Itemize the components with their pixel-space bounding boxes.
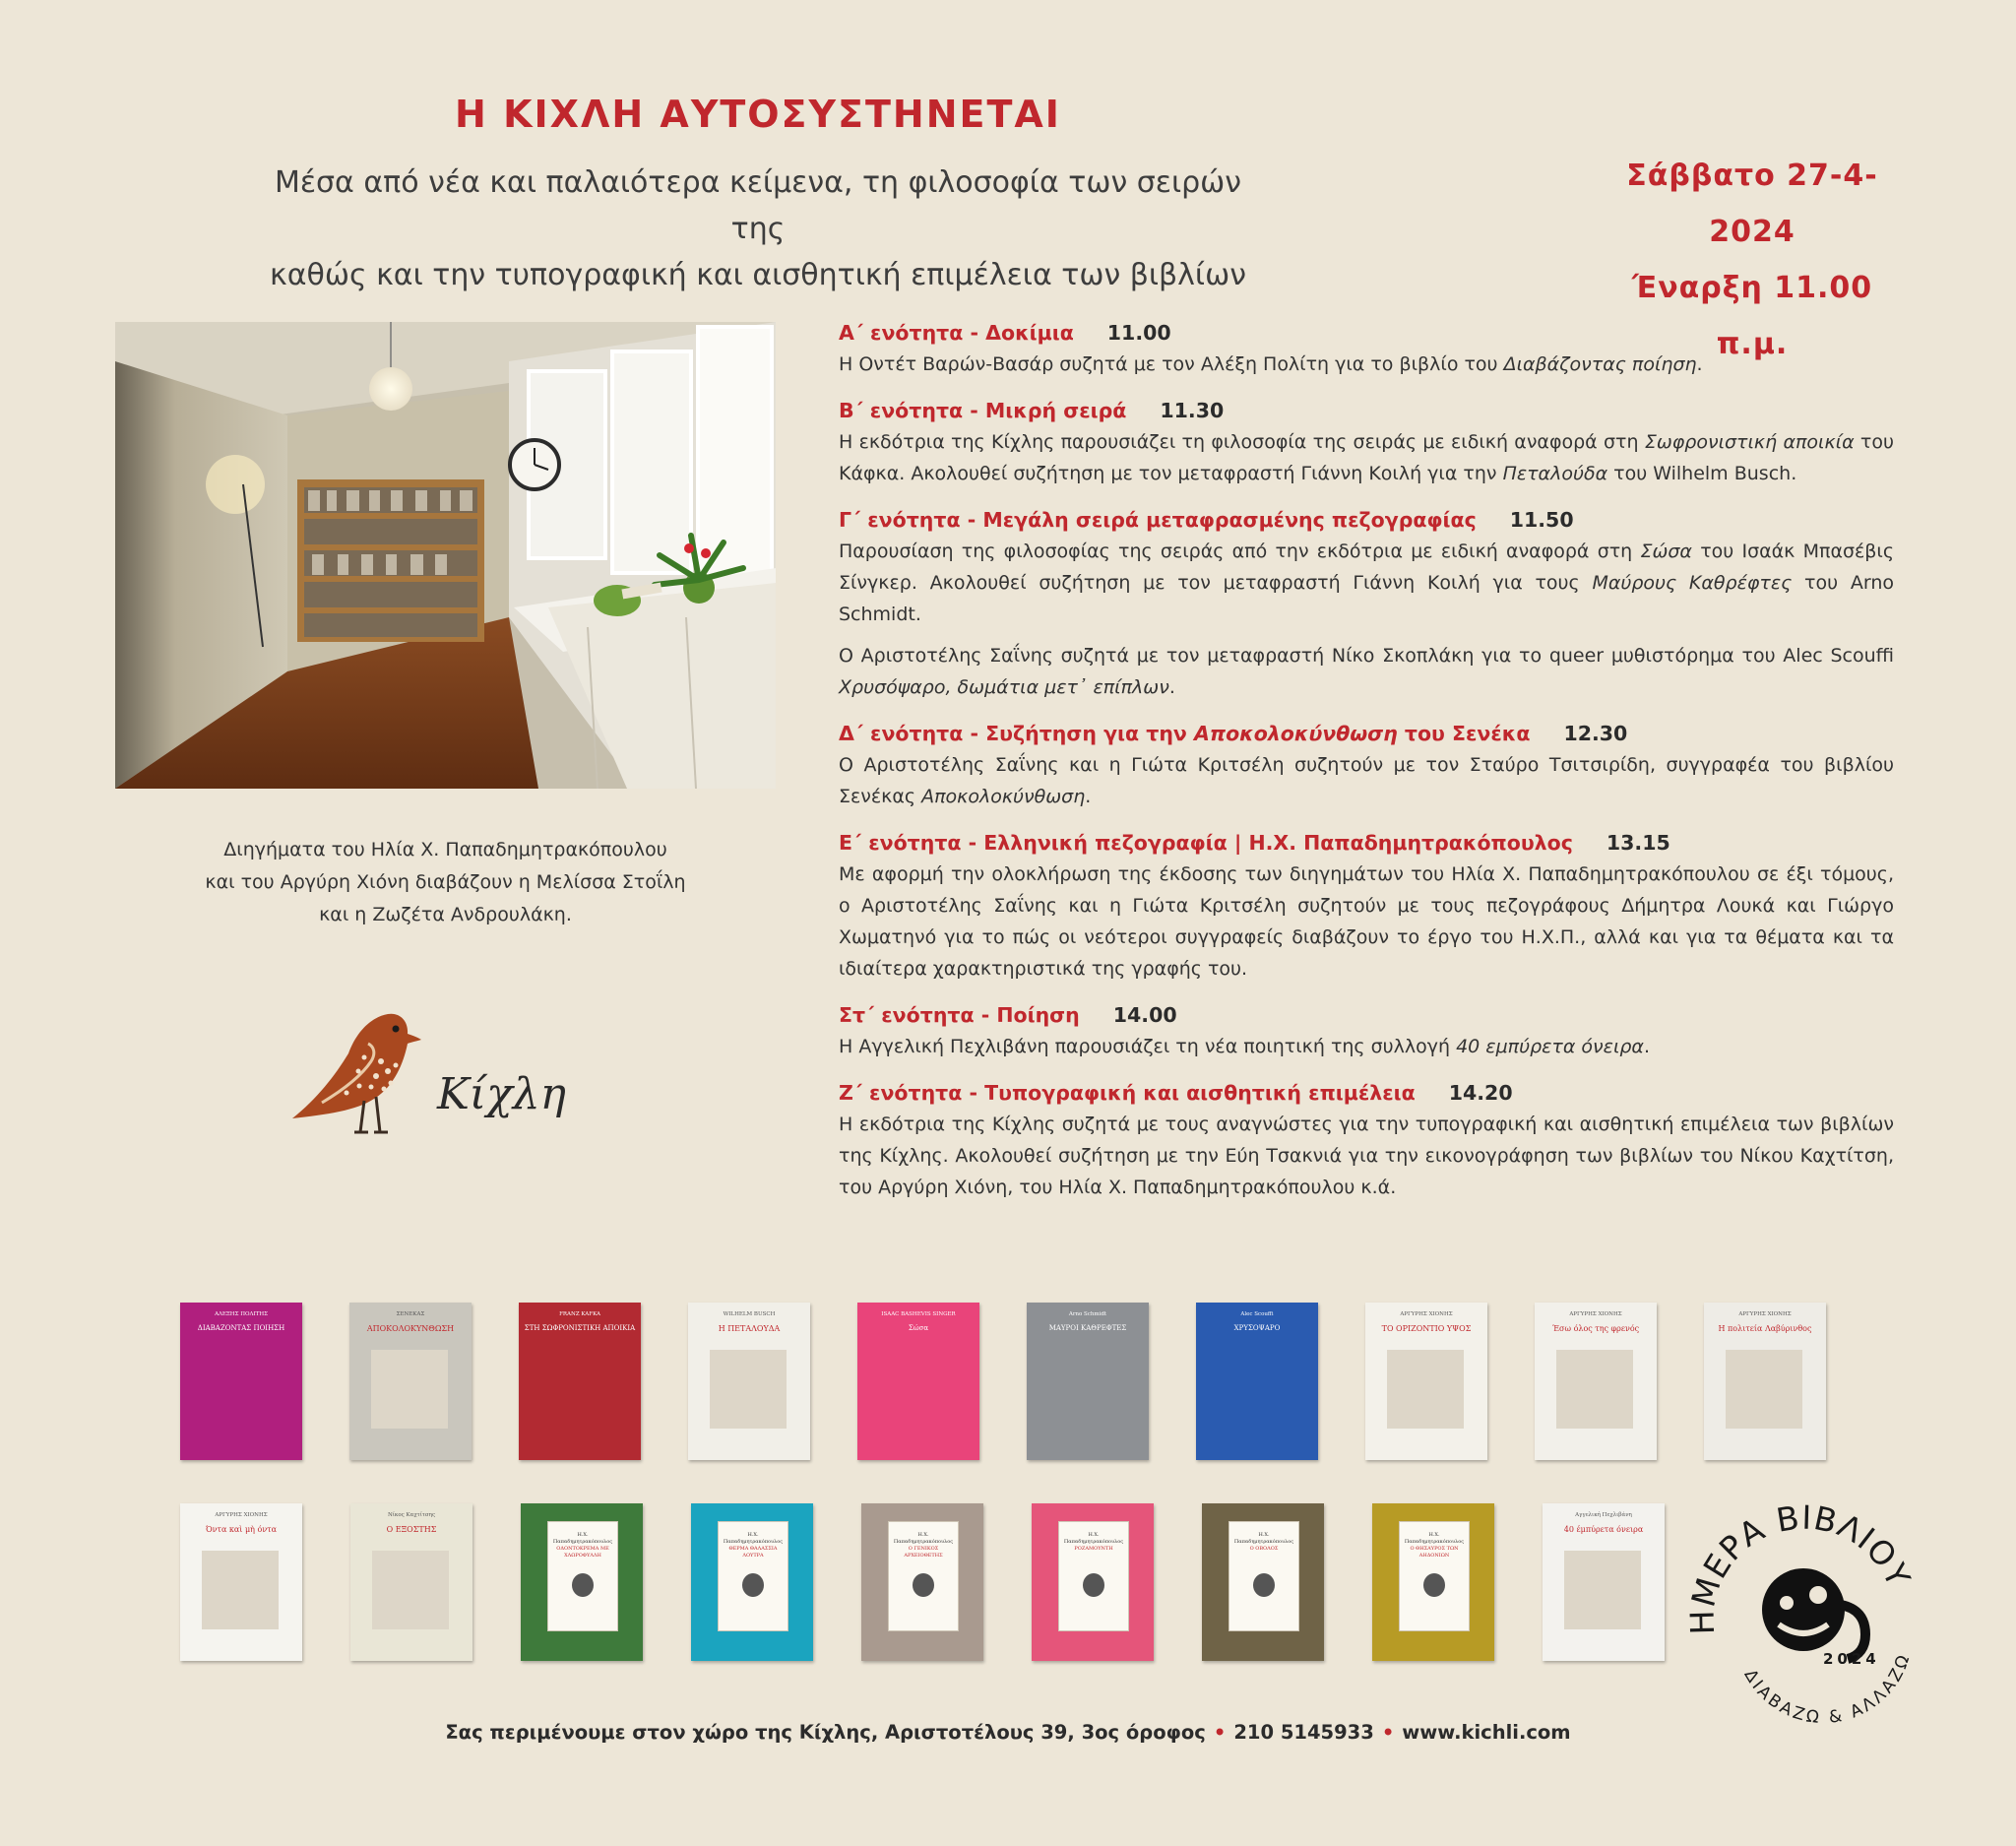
- book-title: Σωφρονιστική αποικία: [1644, 431, 1855, 453]
- logo-wordmark: Κίχλη: [437, 1069, 567, 1119]
- book-title: 40 έμπύρετα όνειρα: [1563, 1525, 1644, 1534]
- section-text: [839, 349, 1894, 380]
- section-heading: [839, 999, 1894, 1031]
- cover-panel: [718, 1521, 788, 1631]
- cover-illustration: [572, 1573, 594, 1597]
- text-run: του Arno Schmidt.: [839, 572, 1894, 625]
- section-heading: [839, 1077, 1894, 1109]
- book-day-stamp: [1675, 1487, 1931, 1723]
- cover-illustration: [1564, 1551, 1641, 1629]
- cover-illustration: [1083, 1573, 1104, 1597]
- book-cover: [857, 1303, 979, 1460]
- book-title: ΘΕΡΜΑ ΘΑΛΑΣΣΙΑ ΛΟΥΤΡΑ: [728, 1546, 778, 1559]
- book-cover: [1704, 1303, 1826, 1460]
- text-run: Παρουσίαση της φιλοσοφίας της σειράς από την εκδότρια με ειδική αναφορά στη: [839, 541, 1641, 562]
- program-section: [839, 827, 1894, 985]
- section-text: Με αφορμή την ολοκλήρωση της έκδοσης των διηγημάτων του Ηλία Χ. Παπαδημητρακόπουλου σε έξι τόμους, ο Αριστοτέλης Σαΐνης και η Γιώτα Κριτσέλη συζητούν με τους πεζογράφους Δήμητρα Λουκά και Γιώργο Χωματηνό για το πώς οι νεότεροι συγγραφείς διαβάζουν το έργο του Η.Χ.Π., αλλά και για τα θέματα και τα ιδιαίτερα χαρακτηριστικά της γραφής του.: [839, 863, 1894, 980]
- text-run: του Wilhelm Busch.: [1607, 463, 1797, 484]
- caption-line: και η Ζωζέτα Ανδρουλάκη.: [319, 904, 572, 925]
- text-run: Η Αγγελική Πεχλιβάνη παρουσιάζει τη νέα ποιητική της συλλογή: [839, 1036, 1457, 1057]
- caption-line: Διηγήματα του Ηλία Χ. Παπαδημητρακόπουλου: [223, 839, 667, 860]
- section-heading: [839, 395, 1894, 426]
- section-title: Γ΄ ενότητα - Μεγάλη σειρά μεταφρασμένης πεζογραφίας: [839, 508, 1477, 532]
- text-run: Η εκδότρια της Κίχλης παρουσιάζει τη φιλοσοφία της σειράς με ειδική αναφορά στη: [839, 431, 1645, 453]
- event-date: Σάββατο 27-4-2024: [1626, 159, 1878, 249]
- text-run: Ο Αριστοτέλης Σαΐνης συζητά με τον μεταφραστή Νίκο Σκοπλάκη για το queer μυθιστόρημα του Alec Scouffi: [839, 645, 1894, 667]
- book-cover: [1372, 1503, 1494, 1661]
- book-author: ΑΡΓΥΡΗΣ ΧΙΟΝΗΣ: [1569, 1311, 1622, 1317]
- section-title: Α΄ ενότητα - Δοκίμια: [839, 321, 1074, 345]
- book-cover: [521, 1503, 643, 1661]
- page-title: Η ΚΙΧΛΗ ΑΥΤΟΣΥΣΤΗΝΕΤΑΙ: [455, 93, 1061, 136]
- book-title: Ο ΕΞΟΣΤΗΣ: [386, 1525, 437, 1534]
- section-heading: [839, 504, 1894, 536]
- cover-illustration: [1423, 1573, 1445, 1597]
- section-time: 11.50: [1509, 508, 1574, 532]
- bullet-separator: •: [1381, 1721, 1395, 1744]
- book-title: Ο ΓΕΝΙΚΟΣ ΑΡΧΕΙΟΘΕΤΗΣ: [904, 1546, 943, 1559]
- book-covers-row: [180, 1303, 1826, 1460]
- section-title: [839, 722, 1530, 745]
- section-text: [839, 749, 1894, 812]
- section-time: 11.30: [1160, 399, 1225, 422]
- section-heading: [839, 718, 1894, 749]
- book-cover: [350, 1503, 472, 1661]
- book-title: Σώσα: [1640, 541, 1692, 562]
- thrush-bird-icon: [278, 992, 445, 1145]
- book-title: Έσω όλος της φρενός: [1551, 1324, 1640, 1333]
- subtitle-line: Μέσα από νέα και παλαιότερα κείμενα, τη φιλοσοφία των σειρών της: [274, 165, 1242, 246]
- stamp-title: ΗΜΕΡΑ ΒΙΒΛΙΟΥ: [1682, 1497, 1919, 1635]
- section-text: [839, 640, 1894, 703]
- book-title: Σώσα: [908, 1324, 929, 1332]
- cover-illustration: [913, 1573, 934, 1597]
- room-photo: [115, 322, 776, 789]
- book-title: Η ΠΕΤΑΛΟΥΔΑ: [718, 1324, 781, 1333]
- book-cover: [1535, 1303, 1657, 1460]
- cover-panel: [1058, 1521, 1129, 1631]
- caption-line: και του Αργύρη Χιόνη διαβάζουν η Μελίσσα Στοΐλη: [205, 871, 686, 893]
- cover-illustration: [1726, 1350, 1802, 1429]
- section-text: [839, 1031, 1894, 1062]
- cover-illustration: [1387, 1350, 1464, 1429]
- cover-panel: [1228, 1521, 1299, 1631]
- program-section: [839, 504, 1894, 703]
- text-run: του Κάφκα. Ακολουθεί συζήτηση με τον μεταφραστή Γιάννη Κοιλή για την: [839, 431, 1894, 484]
- book-title: ΑΠΟΚΟΛΟΚΥΝΘΩΣΗ: [366, 1324, 455, 1333]
- book-title: ΡΟΖΑΜΟΥΝΤΗ: [1074, 1546, 1113, 1552]
- book-author: Arno Schmidt: [1068, 1311, 1107, 1317]
- book-title: Η πολιτεία Λαβύρινθος: [1718, 1324, 1812, 1333]
- section-heading: [839, 317, 1894, 349]
- section-title: Ε΄ ενότητα - Ελληνική πεζογραφία | Η.Χ. Παπαδημητρακόπουλος: [839, 831, 1573, 855]
- footer-phone: 210 5145933: [1233, 1721, 1374, 1744]
- program-section: [839, 317, 1894, 380]
- book-cover: [180, 1303, 302, 1460]
- book-title: Διαβάζοντας ποίηση: [1503, 353, 1697, 375]
- book-title: Μαύρους Καθρέφτες: [1592, 572, 1793, 594]
- cover-panel: [1399, 1521, 1470, 1631]
- book-author: Η.Χ. Παπαδημητρακόπουλος: [893, 1532, 954, 1545]
- book-title: Ο ΘΗΣΑΥΡΟΣ ΤΩΝ ΑΗΔΟΝΙΩΝ: [1410, 1546, 1459, 1559]
- cover-illustration: [372, 1551, 449, 1629]
- footer-website: www.kichli.com: [1402, 1721, 1571, 1744]
- book-author: Αγγελική Πεχλιβάνη: [1575, 1512, 1632, 1518]
- program-section: [839, 718, 1894, 812]
- publisher-logo: [278, 992, 593, 1150]
- text-run: .: [1643, 1036, 1651, 1057]
- cover-illustration: [202, 1551, 279, 1629]
- book-author: ΑΛΕΞΗΣ ΠΟΛΙΤΗΣ: [214, 1311, 269, 1317]
- book-title: Όντα καὶ μὴ όντα: [205, 1525, 278, 1534]
- program-section: [839, 395, 1894, 489]
- book-cover: [1543, 1503, 1665, 1661]
- section-time: 14.00: [1112, 1003, 1177, 1027]
- event-start-time: Έναρξη 11.00 π.μ.: [1631, 271, 1873, 361]
- section-time: 12.30: [1563, 722, 1628, 745]
- book-title: ΧΡΥΣΟΨΑΡΟ: [1233, 1324, 1281, 1332]
- text-run: Ο Αριστοτέλης Σαΐνης και η Γιώτα Κριτσέλη συζητούν με τον Σταύρο Τσιτσιρίδη, συγγραφέα του βιβλίου Σενέκας: [839, 754, 1894, 807]
- text-run: Δ΄ ενότητα - Συζήτηση για την: [839, 722, 1195, 745]
- book-title: Πεταλούδα: [1502, 463, 1608, 484]
- book-title: 40 εμπύρετα όνειρα: [1456, 1036, 1644, 1057]
- section-title: Β΄ ενότητα - Μικρή σειρά: [839, 399, 1127, 422]
- text-run: .: [1168, 676, 1175, 698]
- book-cover: [688, 1303, 810, 1460]
- book-covers-row: [180, 1503, 1665, 1661]
- cover-panel: [547, 1521, 618, 1631]
- section-text: [839, 536, 1894, 630]
- subtitle: [256, 159, 1260, 298]
- footer-address: Σας περιμένουμε στον χώρο της Κίχλης, Αριστοτέλους 39, 3ος όροφος: [445, 1721, 1206, 1744]
- book-title: ΟΔΟΝΤΟΚΡΕΜΑ ΜΕ ΧΛΩΡΟΦΥΛΛΗ: [556, 1546, 609, 1559]
- section-time: 11.00: [1106, 321, 1171, 345]
- section-text: Η εκδότρια της Κίχλης συζητά με τους αναγνώστες για την τυπογραφική και αισθητική επιμέλεια των βιβλίων της Κίχλης. Ακολουθεί συζήτηση με την Εύη Τσακνιά για την εικονογράφηση των βιβλίων του Νίκου Καχτίτση, του Αργύρη Χιόνη, του Ηλία Χ. Παπαδημητρακόπουλου κ.ά.: [839, 1114, 1894, 1198]
- book-author: ΣΕΝΕΚΑΣ: [396, 1311, 425, 1317]
- text-run: του Ισαάκ Μπασέβις Σίνγκερ. Ακολουθεί συζήτηση με τον μεταφραστή Γιάννη Κοιλή για τους: [839, 541, 1894, 594]
- book-cover: [349, 1303, 472, 1460]
- stamp-year: 2024: [1823, 1650, 1880, 1668]
- cover-illustration: [1253, 1573, 1275, 1597]
- book-title: Αποκολοκύνθωση: [921, 786, 1086, 807]
- book-cover: [1032, 1503, 1154, 1661]
- book-cover: [1202, 1503, 1324, 1661]
- section-time: 14.20: [1448, 1081, 1513, 1105]
- text-run: Η Οντέτ Βαρών-Βασάρ συζητά με τον Αλέξη Πολίτη για το βιβλίο του: [839, 353, 1504, 375]
- subtitle-line: καθώς και την τυπογραφική και αισθητική επιμέλεια των βιβλίων: [270, 258, 1246, 292]
- book-title: ΤΟ ΟΡΙΖΟΝΤΙΟ ΥΨΟΣ: [1381, 1324, 1472, 1333]
- book-title: ΣΤΗ ΣΩΦΡΟΝΙΣΤΙΚΗ ΑΠΟΙΚΙΑ: [524, 1324, 636, 1332]
- book-author: Η.Χ. Παπαδημητρακόπουλος: [552, 1532, 613, 1545]
- book-title: Ο ΟΒΟΛΟΣ: [1249, 1546, 1279, 1552]
- cover-illustration: [1556, 1350, 1633, 1429]
- section-time: 13.15: [1606, 831, 1670, 855]
- book-cover: [861, 1503, 983, 1661]
- book-author: ΑΡΓΥΡΗΣ ΧΙΟΝΗΣ: [215, 1512, 268, 1518]
- section-text: [839, 426, 1894, 489]
- book-title: Χρυσόψαρο, δωμάτια μετ᾽ επίπλων: [839, 676, 1169, 698]
- book-author: WILHELM BUSCH: [723, 1311, 776, 1317]
- book-cover: [1365, 1303, 1487, 1460]
- book-cover: [1196, 1303, 1318, 1460]
- cover-panel: [888, 1521, 959, 1631]
- book-cover: [519, 1303, 641, 1460]
- stamp-motto: ΔΙΑΒΑΖΩ & ΑΛΛΑΖΩ: [1739, 1650, 1916, 1723]
- book-cover: [691, 1503, 813, 1661]
- bullet-separator: •: [1213, 1721, 1227, 1744]
- book-cover: [180, 1503, 302, 1661]
- book-author: ΑΡΓΥΡΗΣ ΧΙΟΝΗΣ: [1738, 1311, 1792, 1317]
- book-author: Η.Χ. Παπαδημητρακόπουλος: [723, 1532, 784, 1545]
- cover-illustration: [742, 1573, 764, 1597]
- section-title: Στ΄ ενότητα - Ποίηση: [839, 1003, 1080, 1027]
- photo-caption: [115, 834, 776, 931]
- book-author: Η.Χ. Παπαδημητρακόπουλος: [1233, 1532, 1294, 1545]
- section-title: Ζ΄ ενότητα - Τυπογραφική και αισθητική επιμέλεια: [839, 1081, 1416, 1105]
- text-run: του Σενέκα: [1397, 722, 1531, 745]
- program-section: [839, 999, 1894, 1062]
- text-run: .: [1085, 786, 1092, 807]
- text-run: .: [1696, 353, 1703, 375]
- book-title: ΜΑΥΡΟΙ ΚΑΘΡΕΦΤΕΣ: [1048, 1324, 1127, 1332]
- book-author: Νίκος Καχτίτσης: [387, 1512, 436, 1518]
- book-author: Alec Scouffi: [1240, 1311, 1274, 1317]
- book-author: Η.Χ. Παπαδημητρακόπουλος: [1063, 1532, 1124, 1545]
- book-author: Η.Χ. Παπαδημητρακόπουλος: [1404, 1532, 1465, 1545]
- cover-illustration: [371, 1350, 448, 1429]
- program-section: [839, 1077, 1894, 1203]
- book-author: ISAAC BASHEVIS SINGER: [881, 1311, 956, 1317]
- book-author: FRANZ KAFKA: [559, 1311, 600, 1317]
- book-author: ΑΡΓΥΡΗΣ ΧΙΟΝΗΣ: [1400, 1311, 1453, 1317]
- footer: [0, 1721, 2016, 1744]
- book-title: ΔΙΑΒΑΖΟΝΤΑΣ ΠΟΙΗΣΗ: [197, 1324, 285, 1332]
- book-title: Αποκολοκύνθωση: [1194, 722, 1398, 745]
- section-heading: [839, 827, 1894, 859]
- cover-illustration: [710, 1350, 787, 1429]
- book-cover: [1027, 1303, 1149, 1460]
- event-program: [839, 317, 1894, 1218]
